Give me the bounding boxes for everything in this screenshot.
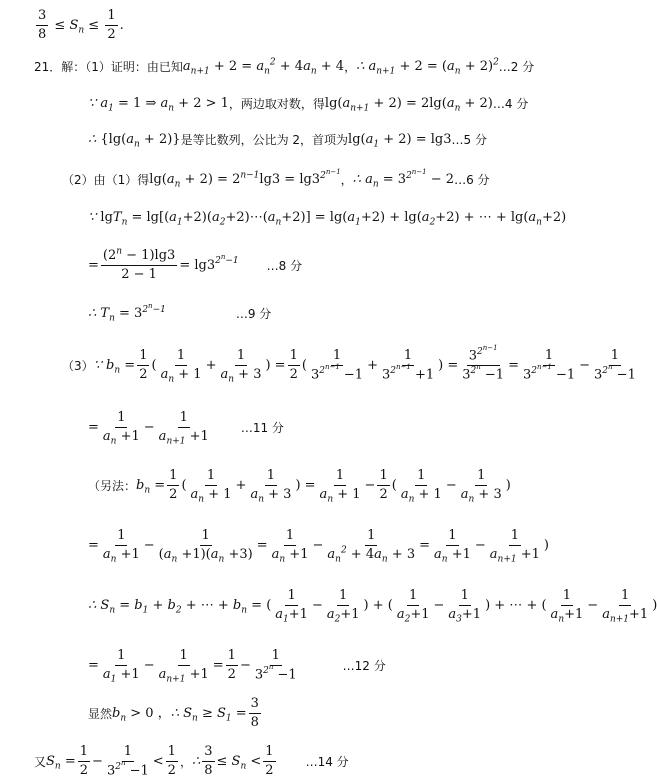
lgTn-line: ∵ $\lg T_n = \lg[(a_1+2)(a_2+2)\cdots(a_n+2)] = \lg(a_1+2) + \lg(a_2+2)$ + ⋯ + $\lg(a_n+2)$ [88, 210, 567, 228]
problem-21-part1: 21．解：（1）证明：由已知 $a_{n+1} + 2 = a_n^2 + 4a_n + 4$ ， ∴ $a_{n+1} + 2 = (a_n + 2)^2$ …2 分 [34, 57, 535, 77]
score-9: …9 分 [235, 307, 272, 321]
Sn-result-line: = $\frac{1}{a_1 +1}$ − $\frac{1}{a_{n+1} +1}$ = $\frac{1}{2}$ − $\frac{1}{3^{2^n} -1}$ …12 分 [88, 648, 386, 685]
geometric-seq-line: ∴ $\{\lg(a_n + 2)\}$ 是等比数列，公比为 2，首项为 $\lg(a_1 + 2) = \lg 3$ …5 分 [88, 132, 487, 150]
score-4: …4 分 [492, 97, 529, 111]
part3-bn-line: （3） ∵ $b_n$ = $\frac{1}{2}$ ( $\frac{1}{a_n + 1}$ + $\frac{1}{a_n + 3}$ ) = $\frac{1}{2}$ ( $\frac{1}{3^{2^{n-1}} -1}$ + $\frac{1}{3^{2^{n-1}} +1}$ ) = $\frac{3^{2^{n-1}}}{3^{2^n} -1}$ = $\frac{1}{3^{2^{n-1}} -1}$ − $\frac{1}{3^{2^n} -1}$ [62, 344, 636, 385]
Sn-sum-line: ∴ $S_n = b_1 + b_2$ + ⋯ + $b_n$ = ( $\frac{1}{a_1+1}$ − $\frac{1}{a_2+1}$ ) + ( $\frac{1}{a_2+1}$ − $\frac{1}{a_3+1}$ ) + ⋯ + ( $\frac{1}{a_n+1}$ − $\frac{1}{a_{n+1}+1}$ ) [88, 588, 657, 625]
alternate-continue-line: = $\frac{1}{a_n +1}$ − $\frac{1}{(a_n +1)(a_n +3)}$ = $\frac{1}{a_n +1}$ − $\frac{1}{a_n^2 + 4a_n + 3}$ = $\frac{1}{a_n +1}$ − $\frac{1}{a_{n+1} +1}$ ) [88, 528, 549, 565]
problem-label: 21．解：（1）证明：由已知 [34, 60, 183, 74]
score-14: …14 分 [305, 754, 349, 769]
part2-line: （2）由（1）得 $\lg(a_n + 2) = 2^{n-1}\lg 3 = \lg 3^{2^{n-1}}$ ， ∴ $a_n = 3^{2^{n-1}} - 2$ …6 分 [62, 167, 490, 190]
log-step-line: ∵ $a_1 = 1$ ⇒ $a_n + 2 > 1$ ，两边取对数，得 $\lg(a_{n+1} + 2) = 2\lg(a_n + 2)$ …4 分 [88, 96, 529, 114]
score-5: …5 分 [451, 133, 487, 147]
score-12: …12 分 [342, 658, 386, 673]
score-2: …2 分 [498, 60, 535, 74]
final-inequality-line: 又 $S_n$ = $\frac{1}{2}$ − $\frac{1}{3^{2^n} -1}$ < $\frac{1}{2}$ ， ∴ $\frac{3}{8}$ ≤ $S_n$ < $\frac{1}{2}$ …14 分 [34, 744, 349, 779]
alternate-method-line: （另法： $b_n$ = $\frac{1}{2}$ ( $\frac{1}{a_n + 1}$ + $\frac{1}{a_n + 3}$ ) = $\frac{1}{a_n + 1}$ − $\frac{1}{2}$ ( $\frac{1}{a_n + 1}$ − $\frac{1}{a_n + 3}$ ) [88, 468, 511, 505]
bn-telescoping-line: = $\frac{1}{a_n +1}$ − $\frac{1}{a_{n+1} +1}$ …11 分 [88, 410, 284, 447]
score-11: …11 分 [240, 420, 284, 435]
lg-sum-line: = $\frac{(2^n - 1)\lg 3}{2 - 1}$ = $\lg 3^{2^n-1}$ …8 分 [88, 246, 303, 282]
inequality-line: $\frac{3}{8}$ ≤ $S_n$ ≤ $\frac{1}{2}$ . [38, 8, 124, 42]
score-6: …6 分 [454, 173, 490, 187]
Tn-result-line: ∴ $T_n = 3^{2^n-1}$ …9 分 [88, 301, 272, 324]
bn-positive-line: 显然 $b_n > 0$ ，∴ $S_n \ge S_1$ = $\frac{3}{8}$ [88, 696, 259, 730]
score-8: …8 分 [266, 258, 303, 273]
